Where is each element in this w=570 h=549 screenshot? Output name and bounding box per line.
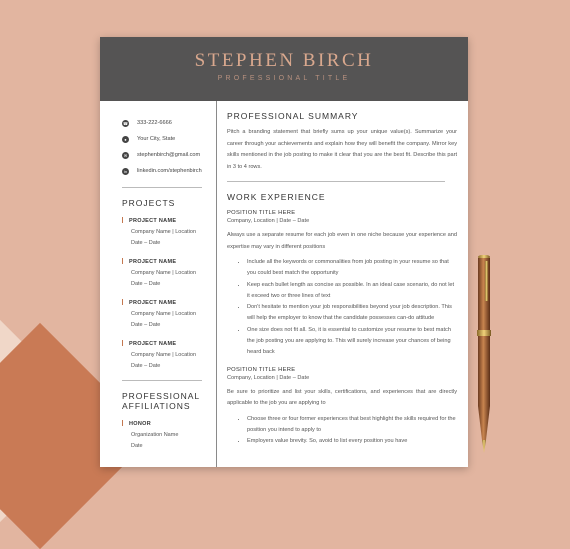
experience-heading: WORK EXPERIENCE	[227, 192, 326, 202]
contact-linkedin	[122, 163, 216, 179]
accent-bar	[122, 420, 123, 426]
summary-text: Pitch a branding statement that briefly sums up your unique value(s). Summarize your career through your achievements and explain how they will benefit the company. Mirror key skills mentioned in the job posting to make it clear that you are the best fit. Describe this part in 3 to 4 rows.	[227, 129, 457, 170]
project-company: Company Name | Location	[131, 229, 197, 235]
project-date: Date – Date	[131, 363, 161, 369]
project-company: Company Name | Location	[131, 270, 197, 276]
project-company: Company Name | Location	[131, 352, 197, 358]
job-intro: Be sure to prioritize and list your skills, certifications, and experiences that are directly applicable to the job you are applying to	[227, 388, 457, 407]
job-entry	[227, 210, 457, 359]
affiliation-org: Organization Name	[131, 432, 179, 438]
accent-bar	[122, 258, 123, 264]
project-title: PROJECT NAME	[129, 259, 177, 265]
project-company: Company Name | Location	[131, 311, 197, 317]
contact-location	[122, 131, 216, 147]
project-item	[100, 339, 216, 372]
pen-decoration	[475, 255, 493, 455]
location-pin-icon: ●	[122, 136, 129, 143]
left-separator	[122, 187, 202, 188]
column-divider	[216, 101, 217, 467]
job-bullet: • Keep each bullet length as concise as possible. In an ideal case scenario, do not let it exceed two or three lines of text	[247, 280, 457, 303]
project-item	[100, 257, 216, 290]
right-column	[227, 101, 457, 448]
accent-bar	[122, 217, 123, 223]
project-item	[100, 298, 216, 331]
affiliation-title: HONOR	[129, 421, 151, 427]
left-column	[100, 101, 216, 452]
job-bullet: • Include all the keywords or commonalities from job posting in your resume so that you could best match the opportunity	[247, 257, 457, 280]
right-separator	[227, 181, 445, 182]
project-title: PROJECT NAME	[129, 341, 177, 347]
contact-phone-text: 333-222-6666	[137, 120, 172, 126]
email-icon: ✉	[123, 152, 128, 158]
affiliations-heading	[122, 391, 216, 411]
resume-header	[100, 37, 468, 101]
contact-location-text: Your City, State	[137, 136, 176, 142]
left-separator	[122, 380, 202, 381]
accent-bar	[122, 299, 123, 305]
job-intro: Always use a separate resume for each job even in one niche because your experience and expertise may vary in different positions	[227, 232, 457, 250]
contact-email	[122, 147, 216, 163]
phone-icon: ☎	[123, 120, 128, 126]
job-bullet: • Choose three or four former experiences that best highlight the skills required for the position you intend to apply to	[247, 414, 457, 437]
job-company: Company, Location | Date – Date	[227, 374, 310, 381]
contact-linkedin-text: linkedin.com/stephenbirch	[137, 168, 202, 174]
job-bullet: • Employers value brevity. So, avoid to list every position you have	[247, 436, 457, 447]
project-title: PROJECT NAME	[129, 300, 177, 306]
job-entry	[227, 367, 457, 448]
project-date: Date – Date	[131, 281, 161, 287]
project-title: PROJECT NAME	[129, 218, 177, 224]
affiliations-heading-line1: PROFESSIONAL	[122, 391, 201, 401]
project-date: Date – Date	[131, 240, 161, 246]
job-bullets	[227, 414, 457, 448]
resume-title: PROFESSIONAL TITLE	[217, 75, 351, 82]
job-company: Company, Location | Date – Date	[227, 218, 310, 224]
resume-sheet	[100, 37, 468, 467]
job-title: POSITION TITLE HERE	[227, 210, 296, 216]
contact-phone	[122, 115, 216, 131]
job-bullet: • One size does not fit all. So, it is essential to customize your resume to best match the job posting you are applying to. This will surely increase your chances of being heard back	[247, 325, 457, 359]
job-bullet: • Don't hesitate to mention your job responsibilities beyond your job description. This will help the employer to know that the candidate possesses can-do attitude	[247, 302, 457, 325]
affiliations-heading-line2: AFFILIATIONS	[122, 401, 191, 411]
summary-heading: PROFESSIONAL SUMMARY	[227, 111, 359, 121]
projects-heading: PROJECTS	[122, 198, 176, 208]
project-item	[100, 216, 216, 249]
contact-email-text: stephenbirch@gmail.com	[137, 152, 201, 158]
job-title: POSITION TITLE HERE	[227, 366, 296, 373]
resume-name: STEPHEN BIRCH	[194, 50, 374, 71]
project-date: Date – Date	[131, 322, 161, 328]
affiliation-item	[100, 419, 216, 452]
linkedin-icon: in	[123, 168, 128, 174]
job-bullets	[227, 257, 457, 359]
accent-bar	[122, 340, 123, 346]
affiliation-date: Date	[131, 443, 143, 449]
contact-block	[100, 115, 216, 179]
